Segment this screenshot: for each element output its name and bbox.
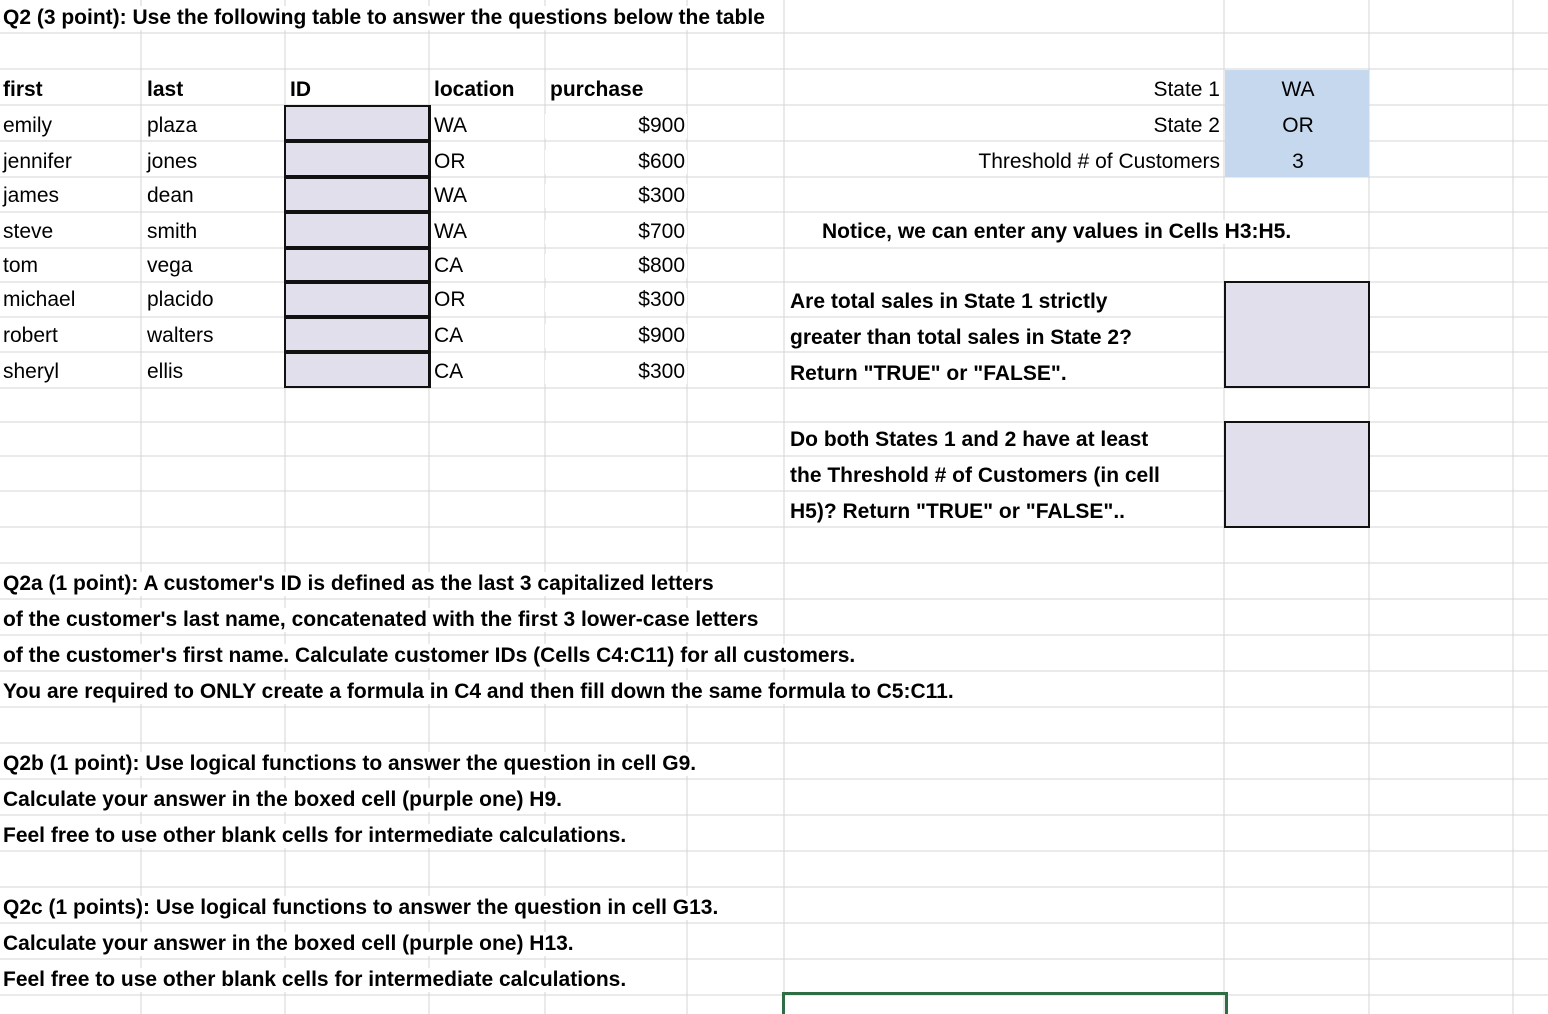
cell-location[interactable]: CA: [434, 324, 464, 347]
cell-last[interactable]: plaza: [147, 114, 198, 137]
cell-first[interactable]: emily: [3, 114, 53, 137]
notice-text: Notice, we can enter any values in Cells H3:H5.: [822, 220, 1292, 243]
cell-last[interactable]: smith: [147, 220, 198, 243]
cell-last[interactable]: placido: [147, 288, 214, 311]
cell-last[interactable]: vega: [147, 254, 193, 277]
cell-last[interactable]: jones: [147, 150, 198, 173]
state1-label: State 1: [900, 78, 1222, 102]
cell-location[interactable]: CA: [434, 360, 464, 383]
question-g9-line: Return "TRUE" or "FALSE".: [790, 362, 1067, 385]
cell-purchase[interactable]: $900: [545, 324, 687, 348]
q2b-line: Calculate your answer in the boxed cell (purple one) H9.: [3, 788, 562, 811]
id-cell-c7[interactable]: [284, 212, 430, 248]
cell-purchase[interactable]: $600: [545, 150, 687, 174]
cell-location[interactable]: OR: [434, 150, 466, 173]
cell-first[interactable]: sheryl: [3, 360, 60, 383]
cell-location[interactable]: WA: [434, 184, 468, 207]
question-g13-line: Do both States 1 and 2 have at least: [790, 428, 1149, 451]
answer-cell-h9[interactable]: [1224, 281, 1370, 388]
question-g13-line: H5)? Return "TRUE" or "FALSE"..: [790, 500, 1126, 523]
header-first: first: [3, 78, 43, 101]
header-id: ID: [290, 78, 311, 101]
cell-purchase[interactable]: $700: [545, 220, 687, 244]
threshold-value[interactable]: 3: [1292, 150, 1304, 173]
q2c-line: Feel free to use other blank cells for intermediate calculations.: [3, 968, 627, 991]
cell-purchase[interactable]: $300: [545, 288, 687, 312]
cell-first[interactable]: steve: [3, 220, 54, 243]
header-last: last: [147, 78, 184, 101]
location-column-border: [429, 105, 431, 388]
cell-purchase[interactable]: $300: [545, 360, 687, 384]
cell-location[interactable]: WA: [434, 220, 468, 243]
cell-purchase[interactable]: $300: [545, 184, 687, 208]
q2a-line: Q2a (1 point): A customer's ID is defined as the last 3 capitalized letters: [3, 572, 714, 595]
cell-first[interactable]: robert: [3, 324, 58, 347]
header-purchase: purchase: [550, 78, 644, 101]
id-cell-c8[interactable]: [284, 248, 430, 282]
answer-cell-h13[interactable]: [1224, 421, 1370, 528]
cell-location[interactable]: CA: [434, 254, 464, 277]
selected-cell-outline[interactable]: [782, 992, 1228, 1014]
q2a-line: You are required to ONLY create a formula in C4 and then fill down the same formula to C5:C11.: [3, 680, 954, 703]
id-cell-c11[interactable]: [284, 352, 430, 388]
cell-first[interactable]: jennifer: [3, 150, 72, 173]
cell-first[interactable]: michael: [3, 288, 76, 311]
q2b-line: Feel free to use other blank cells for intermediate calculations.: [3, 824, 627, 847]
cell-location[interactable]: OR: [434, 288, 466, 311]
cell-first[interactable]: tom: [3, 254, 39, 277]
id-cell-c9[interactable]: [284, 282, 430, 317]
threshold-label: Threshold # of Customers: [900, 150, 1222, 174]
cell-last[interactable]: dean: [147, 184, 194, 207]
state2-value[interactable]: OR: [1282, 114, 1314, 137]
question-g9-line: greater than total sales in State 2?: [790, 326, 1132, 349]
id-cell-c4[interactable]: [284, 105, 430, 141]
cell-first[interactable]: james: [3, 184, 60, 207]
state2-label: State 2: [900, 114, 1222, 138]
q2a-line: of the customer's first name. Calculate customer IDs (Cells C4:C11) for all customers.: [3, 644, 856, 667]
q2a-line: of the customer's last name, concatenated with the first 3 lower-case letters: [3, 608, 759, 631]
id-cell-c10[interactable]: [284, 317, 430, 352]
cell-purchase[interactable]: $900: [545, 114, 687, 138]
id-cell-c6[interactable]: [284, 177, 430, 212]
question-g13-line: the Threshold # of Customers (in cell: [790, 464, 1160, 487]
cell-location[interactable]: WA: [434, 114, 468, 137]
question-g9-line: Are total sales in State 1 strictly: [790, 290, 1108, 313]
header-location: location: [434, 78, 515, 101]
q2c-line: Calculate your answer in the boxed cell (purple one) H13.: [3, 932, 574, 955]
id-cell-c5[interactable]: [284, 141, 430, 177]
cell-purchase[interactable]: $800: [545, 254, 687, 278]
cell-last[interactable]: ellis: [147, 360, 184, 383]
q2b-line: Q2b (1 point): Use logical functions to answer the question in cell G9.: [3, 752, 697, 775]
state1-value[interactable]: WA: [1281, 78, 1315, 101]
q2c-line: Q2c (1 points): Use logical functions to answer the question in cell G13.: [3, 896, 719, 919]
page-title: Q2 (3 point): Use the following table to answer the questions below the table: [3, 6, 765, 29]
cell-last[interactable]: walters: [147, 324, 214, 347]
